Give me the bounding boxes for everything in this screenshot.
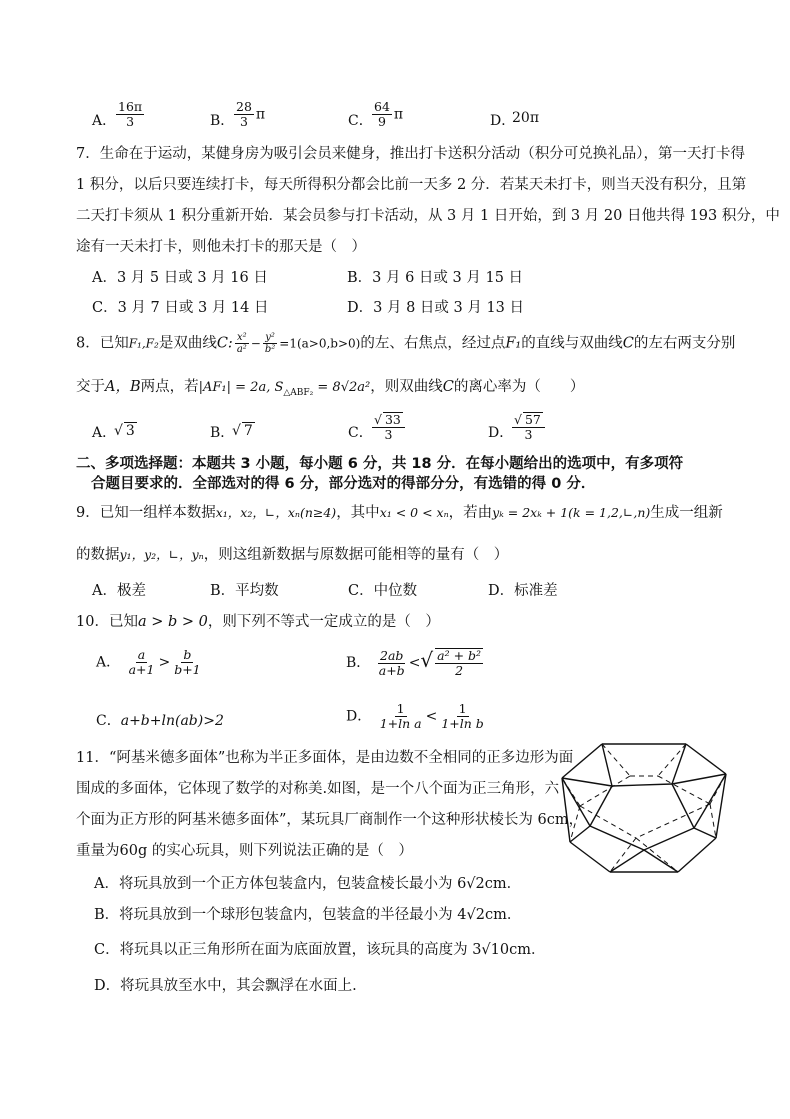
q10-stem [76, 612, 440, 632]
q8-post1: 的左、右焦点，经过点 [360, 335, 506, 352]
q9-option-c: C．中位数 [348, 583, 418, 599]
q8-option-b-label: B． [210, 425, 235, 441]
q6-c-numerator: 64 [374, 99, 390, 114]
q7-option-c: C．3 月 7 日或 3 月 14 日 [92, 300, 269, 316]
q9-option-a: A．极差 [92, 583, 146, 599]
q9-line1-mid2: ，若由 [448, 505, 493, 521]
q9-line1-pre: 9．已知一组样本数据 [76, 505, 216, 521]
q10-d-n2: 1 [458, 701, 467, 716]
q9-line-2 [76, 545, 508, 565]
q8-a-radicand: 3 [125, 423, 135, 439]
q6-option-a-label: A． [92, 113, 117, 129]
q6-a-numerator: 16π [118, 99, 143, 114]
q8-b-radicand: 7 [243, 423, 253, 439]
q8-line-2 [76, 377, 584, 403]
section-2-heading-line-2: 合题目要求的．全部选对的得 6 分，部分选对的得部分分，有选错的得 0 分． [91, 476, 596, 492]
q8-d-denominator: 3 [524, 427, 533, 442]
q7-line-4: 途有一天未打卡，则他未打卡的那天是（ ） [76, 239, 366, 255]
q6-option-b-label: B． [210, 113, 235, 129]
q10-b-n1: 2ab [380, 647, 404, 663]
q7-line-3: 二天打卡须从 1 积分重新开始．某会员参与打卡活动，从 3 月 1 日开始，到 3 月 20 日他共得 193 积分，中 [76, 208, 780, 224]
hidden-edges [562, 744, 726, 872]
q8-c-denominator: 3 [384, 427, 393, 442]
q6-option-c-label: C． [348, 113, 373, 129]
q8-cond2-tail: = 8√2a² [313, 380, 371, 395]
q8-option-d-label: D． [488, 425, 514, 441]
q8-b2: b² [264, 344, 276, 355]
q11-line-1: 11．“阿基米德多面体”也称为半正多面体，是由边数不全相同的正多边形为面 [76, 750, 574, 766]
q8-cond2: |AF₁| = 2a, S [198, 380, 284, 395]
q9-line2-end: ，则这组新数据与原数据可能相等的量有（ ） [203, 547, 509, 563]
q10-cond: a > b > 0 [137, 614, 208, 630]
q6-options [92, 100, 712, 140]
solid-edges [562, 744, 728, 872]
q10-a-label: A． [96, 654, 121, 671]
q10-b-d1: a+b [378, 662, 405, 678]
q9-cond: x₁ < 0 < xₙ [379, 505, 449, 520]
q9-line-1 [76, 503, 723, 523]
q6-c-tail: π [393, 106, 404, 123]
q8-c-radicand: 33 [384, 412, 401, 427]
q8-line-1: 8．已知F₁,F₂是双曲线C: $\frac{\text{x²}}{\text{a²}}$ − $\frac{\text{y²}}{\text{b²}}$ =1(a>0,b>0)的左、右焦点，经过点F₁的直线与双曲线C的左右两支分别 [76, 332, 736, 355]
q8-curve: C: [216, 335, 233, 352]
q6-c-denominator: 9 [377, 114, 386, 129]
q11-line-2: 围成的多面体，它体现了数学的对称美.如图，是一个八个面为正三角形，六 [76, 781, 560, 797]
q8-line2-mid: 两点，若 [140, 379, 199, 395]
q6-b-denominator: 3 [239, 114, 248, 129]
q8-pre: 8．已知 [76, 335, 129, 352]
q8-option-b: √ 7 [232, 423, 253, 439]
q9-data2: y₁，y₂，∟，yₙ [119, 547, 204, 562]
q10-d-d2: 1+ln b [441, 716, 484, 731]
q11-option-a: A．将玩具放到一个正方体包装盒内，包装盒棱长最小为 6√2cm． [94, 876, 522, 892]
q8-c-var: C [622, 335, 634, 352]
q8-line2-post: ，则双曲线 [370, 379, 443, 395]
q10-pre: 10．已知 [76, 614, 138, 630]
q10-d-op: < [425, 708, 438, 725]
q8-d-radicand: 57 [524, 412, 541, 427]
q8-option-a: √ 3 [114, 423, 135, 439]
q8-option-d: $\frac{√ 57}{3}$ [510, 412, 547, 442]
q7-option-d: D．3 月 8 日或 3 月 13 日 [347, 300, 525, 316]
q8-foci: F₁,F₂ [128, 336, 159, 351]
q9-option-b: B．平均数 [210, 583, 279, 599]
q11-line-3: 个面为正方形的阿基米德多面体”，某玩具厂商制作一个这种形状棱长为 6cm， [76, 812, 584, 828]
q8-cond: =1(a>0,b>0) [279, 336, 361, 351]
q9-line2-pre: 的数据 [76, 547, 120, 563]
q9-line1-end: 生成一组新 [650, 505, 723, 521]
q6-option-d-label: D． [490, 113, 516, 129]
q6-option-a [114, 100, 146, 129]
q10-a-n2: b [183, 647, 192, 662]
q10-option-c [96, 710, 224, 730]
q8-cond2-sub: △ABF₂ [283, 387, 314, 398]
q6-a-denominator: 3 [126, 114, 135, 129]
q8-mid1: 是双曲线 [158, 335, 217, 352]
q8-option-c-label: C． [348, 425, 373, 441]
q8-option-a-label: A． [92, 425, 117, 441]
q10-a-op: > [158, 654, 171, 671]
q10-a-n1: a [137, 647, 146, 662]
q10-option-d [346, 702, 488, 731]
q10-c-label: C． [96, 713, 121, 729]
q11-line-4: 重量为60g 的实心玩具，则下列说法正确的是（ ） [76, 843, 413, 859]
q6-option-d: 20π [512, 110, 540, 126]
q10-b-op: < [408, 655, 421, 671]
q10-option-b: B． $\frac{2ab}{a+b}$ <√ $\frac{\text{a² + b²}}{2}$ [346, 647, 482, 678]
q8-ab: A，B [105, 379, 141, 395]
q7-line-2: 1 积分，以后只要连续打卡，每天所得积分都会比前一天多 2 分．若某天未打卡，则当天没有积分，且第 [76, 177, 747, 193]
q10-d-label: D． [346, 708, 372, 725]
q7-line-1: 7．生命在于运动，某健身房为吸引会员来健身，推出打卡送积分活动（积分可兑换礼品），第一天打卡得 [76, 146, 745, 162]
q6-b-tail: π [255, 106, 266, 123]
q11-option-c: C．将玩具以正三角形所在面为底面放置，该玩具的高度为 3√10cm． [94, 942, 546, 958]
q10-b-label: B． [346, 655, 371, 671]
q11-option-d: D．将玩具放至水中，其会飘浮在水面上. [94, 978, 357, 994]
q10-post: ，则下列不等式一定成立的是（ ） [207, 614, 440, 630]
q8-x2: x² [236, 332, 247, 343]
q7-option-a: A．3 月 5 日或 3 月 16 日 [92, 270, 268, 286]
q7-option-b: B．3 月 6 日或 3 月 15 日 [347, 270, 524, 286]
q8-options [92, 412, 712, 452]
q6-option-b [232, 100, 265, 129]
cuboctahedron-figure [560, 738, 732, 876]
q8-post3: 的左右两支分别 [633, 335, 736, 352]
section-2-heading-line-1: 二、多项选择题：本题共 3 小题，每小题 6 分，共 18 分．在每小题给出的选项中，有多项符 [76, 456, 684, 472]
q9-rule: yₖ = 2xₖ + 1(k = 1,2,∟,n) [492, 505, 651, 520]
q10-c-expr: a+b+ln(ab)>2 [120, 713, 224, 729]
q10-option-a [96, 648, 205, 677]
q8-f1: F₁ [505, 335, 522, 352]
q9-line1-mid: ，其中 [336, 505, 380, 521]
q8-c-var2: C [442, 379, 454, 395]
q8-y2: y² [265, 332, 275, 343]
q8-post2: 的直线与双曲线 [521, 335, 623, 352]
q10-a-d2: b+1 [174, 662, 201, 677]
q10-b-n2: a² + b² [437, 648, 482, 663]
q6-b-numerator: 28 [236, 99, 252, 114]
q10-d-d1: 1+ln a [379, 716, 422, 731]
q10-d-n1: 1 [396, 701, 405, 716]
q10-a-d1: a+1 [128, 662, 155, 677]
q8-line2-end: 的离心率为（ ） [453, 379, 585, 395]
q10-b-d2: 2 [455, 663, 464, 678]
q8-line2-pre: 交于 [76, 379, 105, 395]
q9-data: x₁，x₂，∟，xₙ(n≥4) [215, 505, 337, 520]
q9-option-d: D．标准差 [488, 583, 558, 599]
q11-option-b: B．将玩具放到一个球形包装盒内，包装盒的半径最小为 4√2cm． [94, 907, 522, 923]
q8-option-c: $\frac{√ 33}{3}$ [370, 412, 407, 442]
q6-option-c [370, 100, 403, 129]
q8-a2: a² [236, 344, 247, 355]
